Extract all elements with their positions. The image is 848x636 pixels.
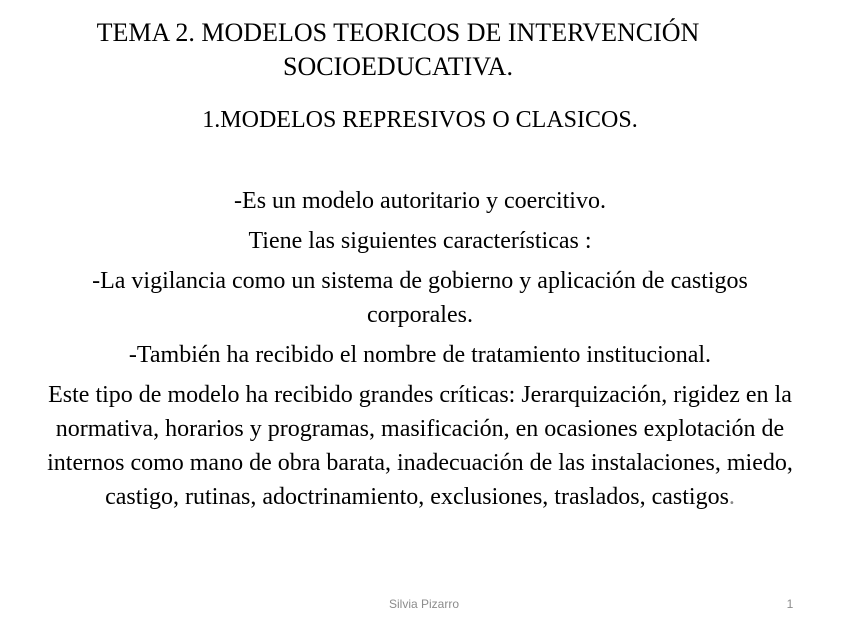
body-paragraph-1: -Es un modelo autoritario y coercitivo.: [234, 188, 606, 214]
footer-page-number: 1: [786, 597, 794, 611]
body-paragraph-2: Tiene las siguientes características :: [248, 228, 592, 254]
slide-title-line-2: SOCIOEDUCATIVA.: [283, 52, 513, 81]
slide-title: [40, 16, 756, 84]
slide-title-line-1: TEMA 2. MODELOS TEORICOS DE INTERVENCIÓN: [96, 18, 700, 47]
body-paragraph-4: -También ha recibido el nombre de tratamiento institucional.: [128, 342, 712, 368]
body-final-period: .: [728, 484, 735, 510]
body-paragraph-3: -La vigilancia como un sistema de gobierno y aplicación de castigos corporales.: [92, 268, 748, 328]
body-paragraph-5-text: Este tipo de modelo ha recibido grandes críticas: Jerarquización, rigidez en la normativa, horarios y programas, masificación, en ocasiones explotación de internos como mano de obra barata, inadecuación de las instalaciones, miedo, castigo, rutinas, adoctrinamiento, exclusiones, traslados, castigos: [47, 382, 793, 510]
body-paragraph-5: [40, 378, 800, 514]
slide-body: [40, 184, 800, 520]
footer-author: Silvia Pizarro: [388, 597, 460, 611]
slide-subtitle: 1.MODELOS REPRESIVOS O CLASICOS.: [202, 107, 638, 133]
